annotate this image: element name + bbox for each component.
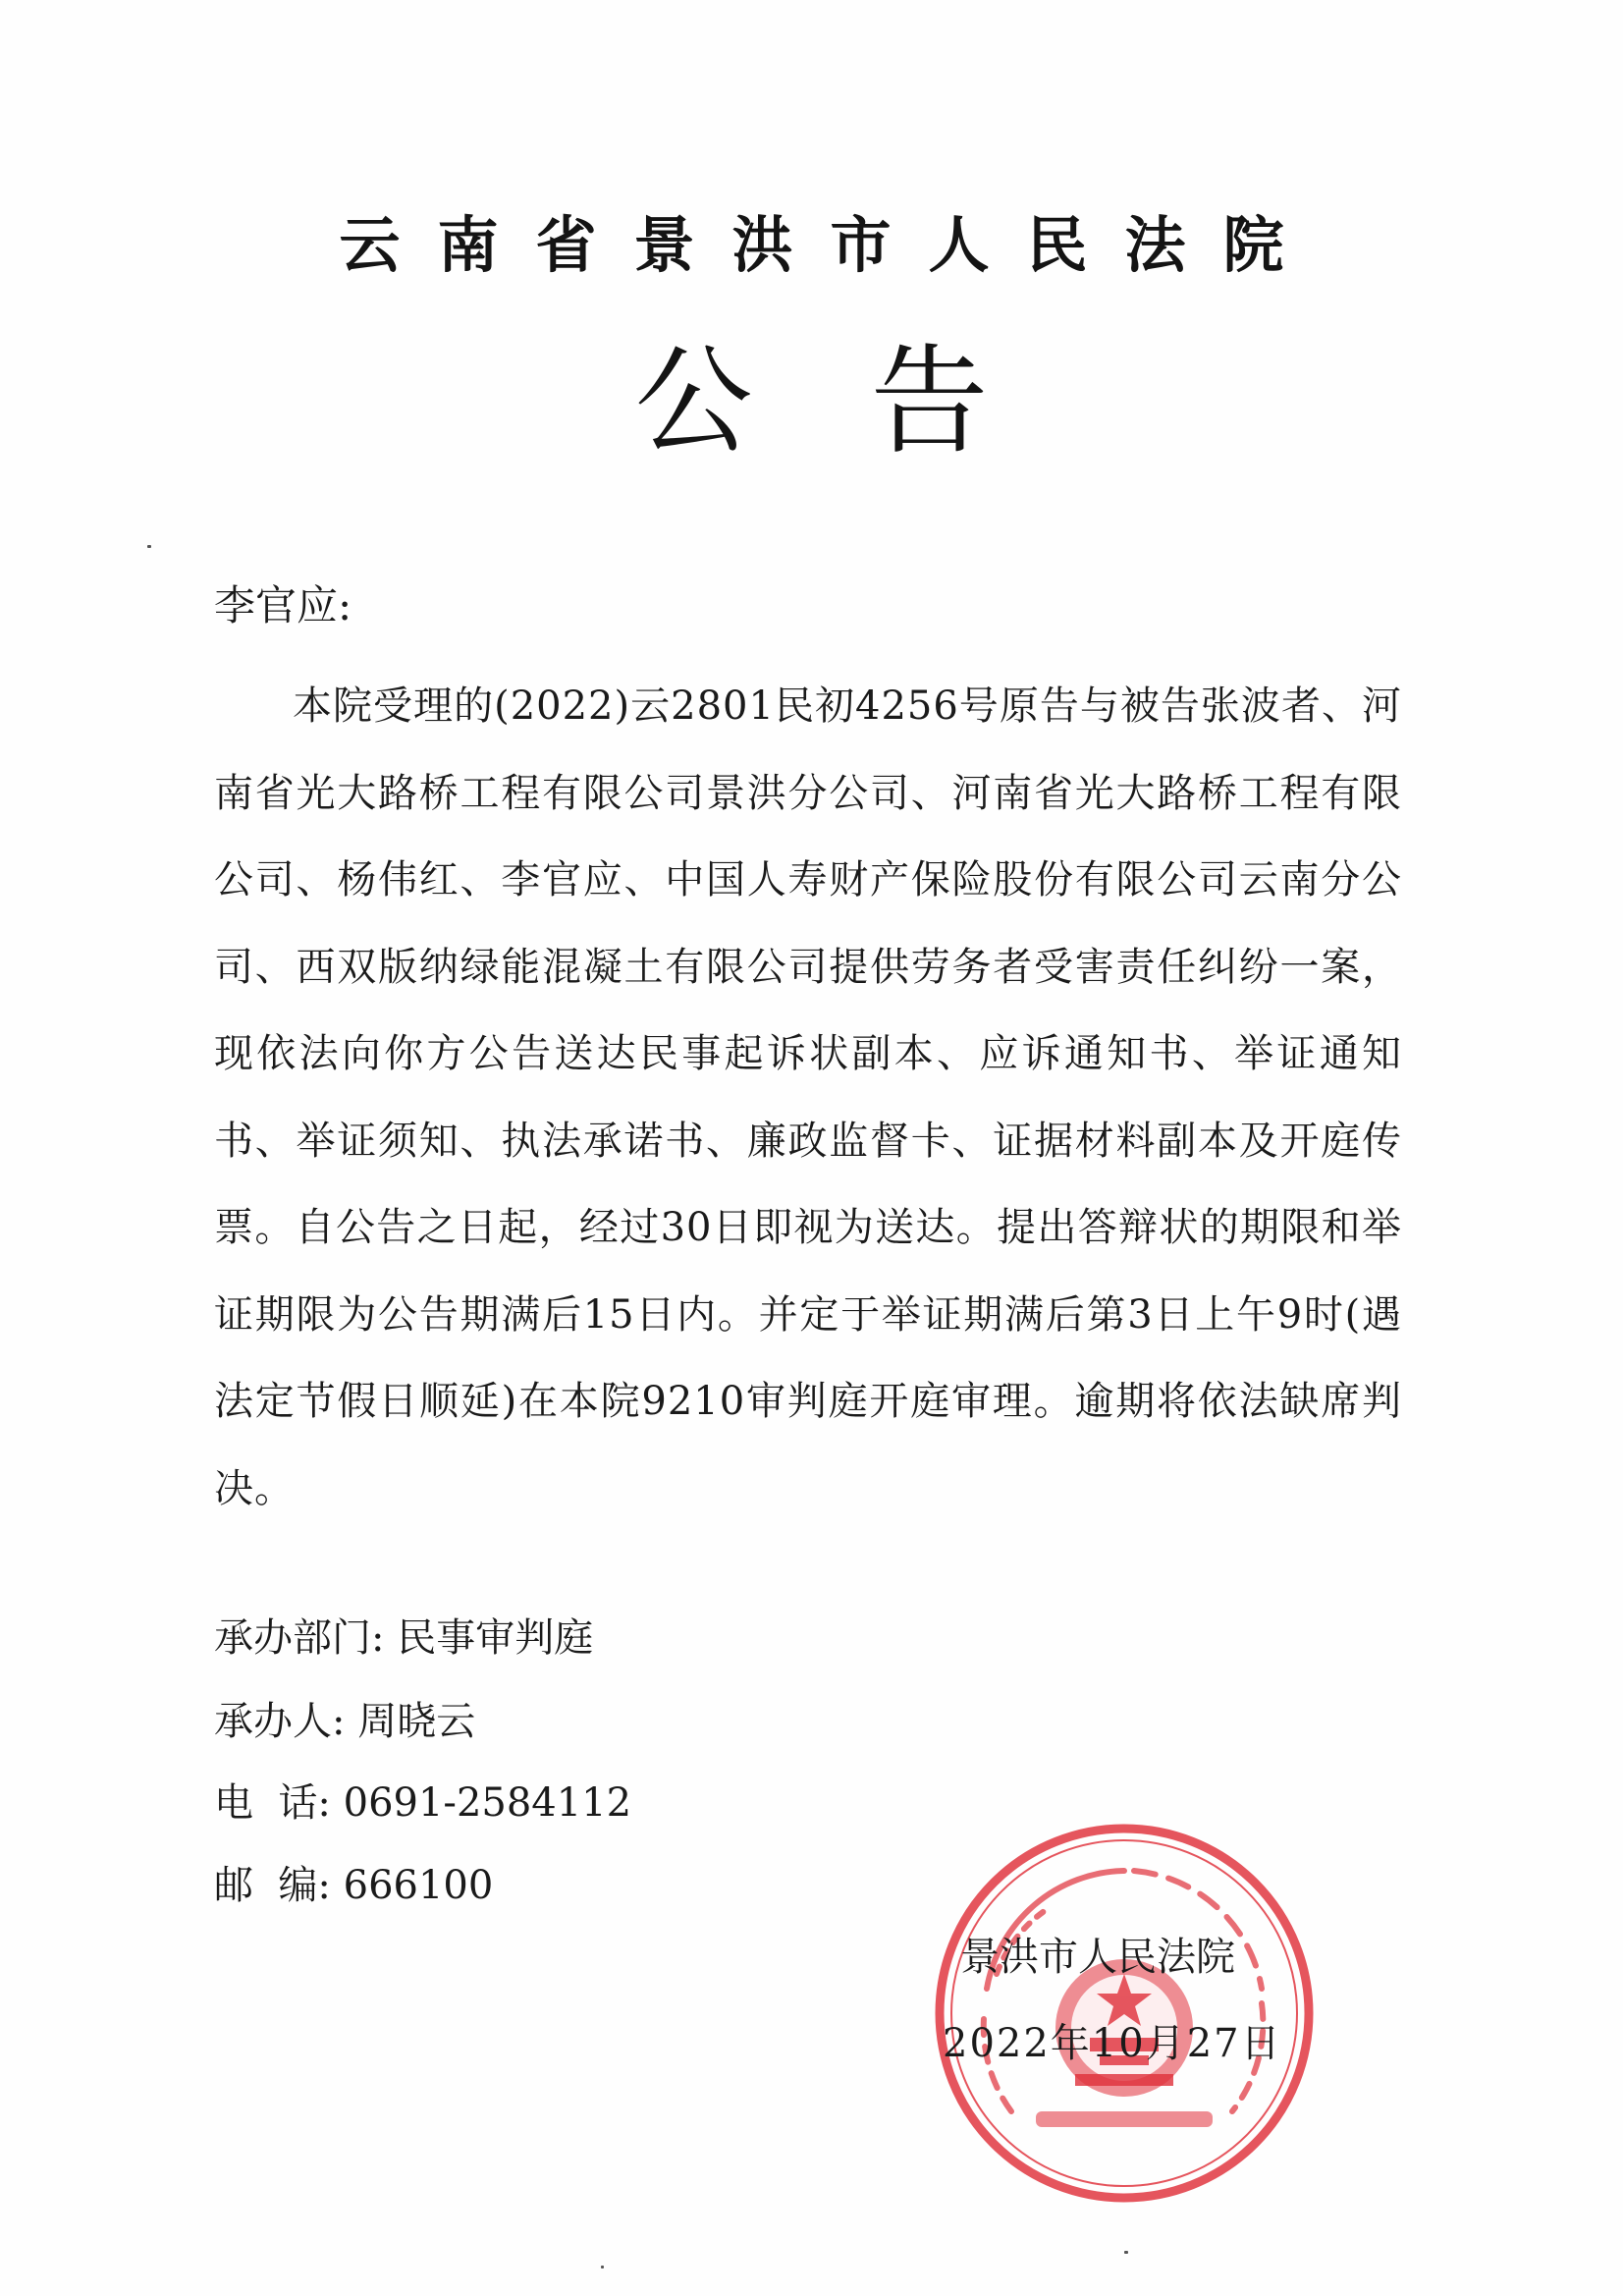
department-line <box>214 1611 593 1666</box>
postcode-line <box>214 1858 493 1913</box>
court-seal-icon <box>928 1817 1321 2210</box>
department-value: 民事审判庭 <box>397 1615 594 1661</box>
scan-speck <box>601 2266 604 2269</box>
postcode-label: 邮 编: <box>214 1863 331 1908</box>
phone-label: 电 话: <box>214 1780 331 1826</box>
phone-line <box>214 1776 631 1831</box>
handler-line <box>214 1694 475 1749</box>
notice-title: 公告 <box>634 334 1107 470</box>
signature-court: 景洪市人民法院 <box>960 1935 1235 1980</box>
postcode-value: 666100 <box>343 1863 494 1908</box>
court-name-heading: 云南省景洪市人民法院 <box>339 209 1322 281</box>
addressee: 李官应: <box>214 581 352 629</box>
scan-speck <box>147 545 151 548</box>
department-label: 承办部门: <box>214 1615 385 1661</box>
signature-date: 2022年10月27日 <box>943 2021 1282 2066</box>
handler-value: 周晓云 <box>357 1699 476 1744</box>
notice-body: 本院受理的(2022)云2801民初4256号原告与被告张波者、河南省光大路桥工程有限公司景洪分公司、河南省光大路桥工程有限公司、杨伟红、李官应、中国人寿财产保险股份有限公司云南分公司、西双版纳绿能混凝土有限公司提供劳务者受害责任纠纷一案，现依法向你方公告送达民事起诉状副本、应诉通知书、举证通知书、举证须知、执法承诺书、廉政监督卡、证据材料副本及开庭传票。自公告之日起，经过30日即视为送达。提出答辩状的期限和举证期限为公告期满后15日内。并定于举证期满后第3日上午9时(遇法定节假日顺延)在本院9210审判庭开庭审理。逾期将依法缺席判决。 <box>214 683 1402 1511</box>
phone-value: 0691-2584112 <box>343 1780 632 1826</box>
handler-label: 承办人: <box>214 1699 346 1744</box>
scan-speck <box>1124 2251 1128 2254</box>
